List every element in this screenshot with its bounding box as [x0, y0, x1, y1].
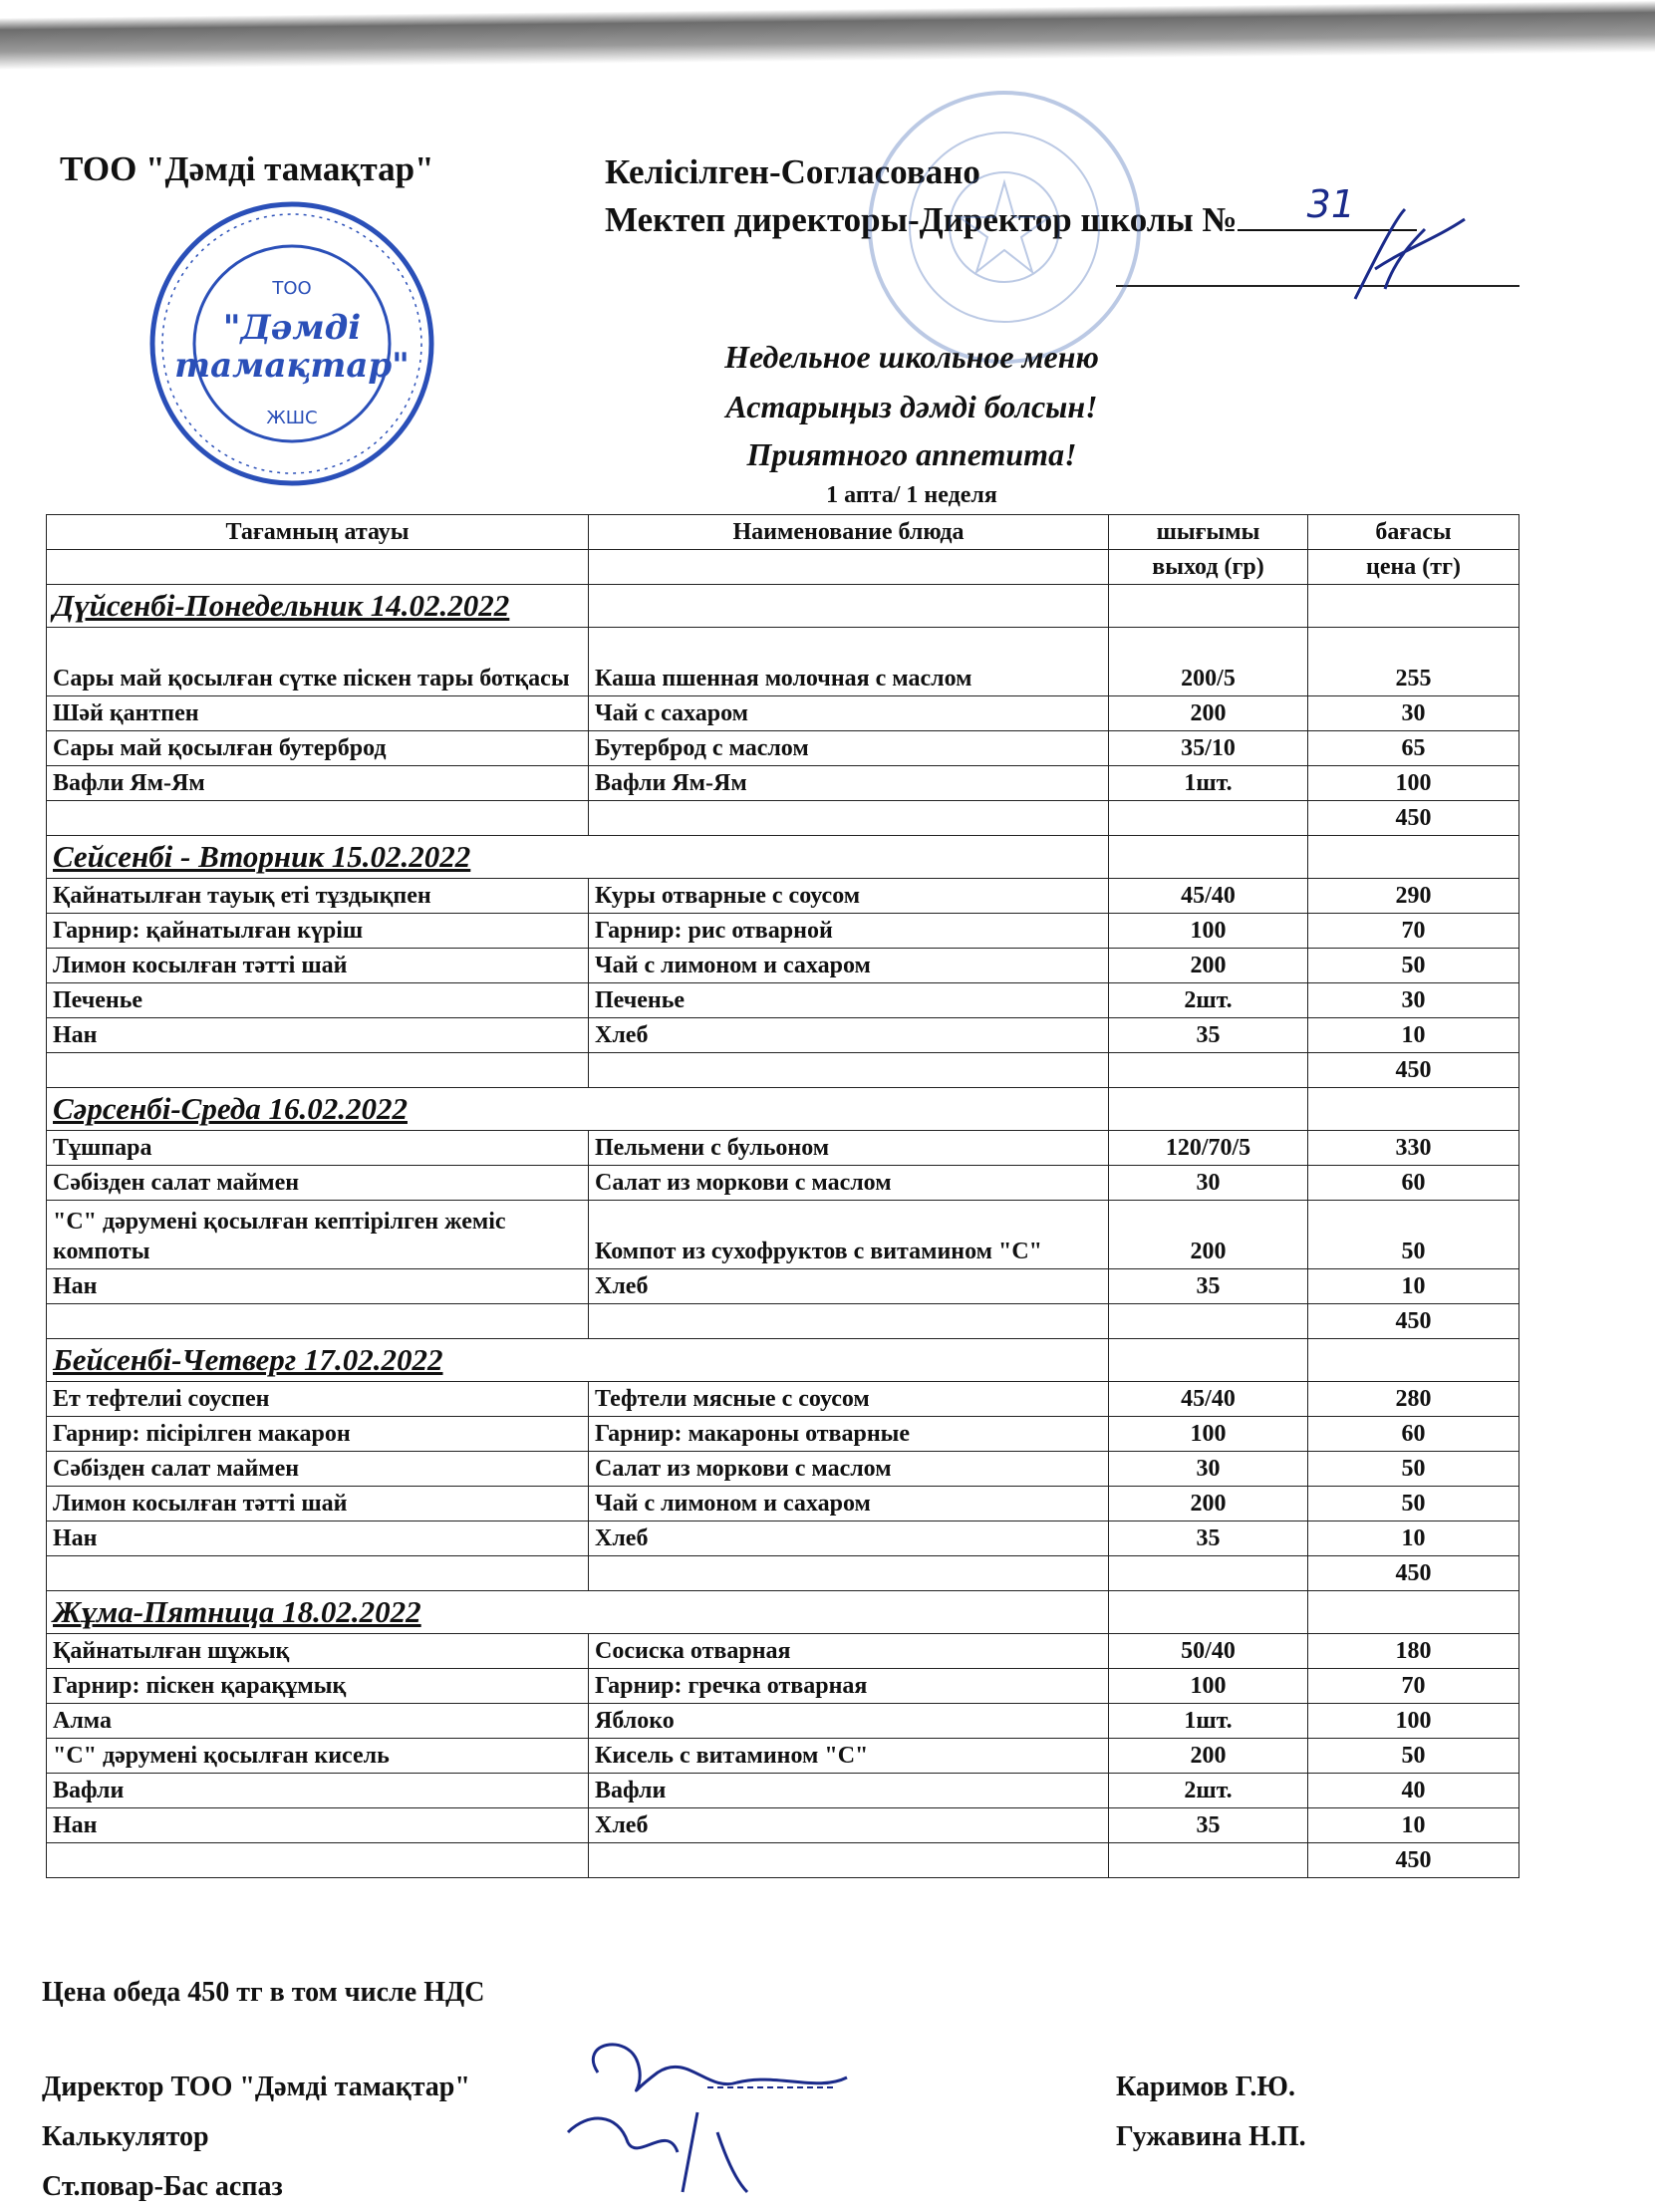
dish-name-kz: Сәбізден салат маймен: [47, 1452, 589, 1487]
dish-output: 120/70/5: [1109, 1131, 1308, 1166]
total-empty: [1109, 1556, 1308, 1591]
total-empty: [47, 1053, 589, 1088]
dish-output: 1шт.: [1109, 766, 1308, 801]
stamp-line-1: ТОО: [272, 278, 312, 299]
dish-output: 45/40: [1109, 1382, 1308, 1417]
subheader-ru-name: [589, 550, 1109, 585]
stamp-line-2: "Дәмді: [222, 308, 362, 348]
day-name: Сәрсенбі-Среда 16.02.2022: [47, 1088, 1109, 1131]
dish-name-kz: Қайнатылған тауық еті тұздықпен: [47, 879, 589, 914]
day-spacer: [1109, 1591, 1308, 1634]
dish-price: 100: [1308, 766, 1519, 801]
dish-name-kz: Вафли Ям-Ям: [47, 766, 589, 801]
table-row: [47, 1452, 1519, 1487]
table-row: [47, 1634, 1519, 1669]
day-total-row: [47, 1843, 1519, 1878]
dish-name-ru: Хлеб: [589, 1018, 1109, 1053]
dish-name-ru: Гарнир: гречка отварная: [589, 1669, 1109, 1704]
dish-price: 10: [1308, 1018, 1519, 1053]
dish-name-kz: Нан: [47, 1269, 589, 1304]
dish-price: 70: [1308, 914, 1519, 949]
day-header-row: [47, 1591, 1519, 1634]
day-spacer: [1308, 585, 1519, 628]
table-row: [47, 731, 1519, 766]
dish-output: 30: [1109, 1452, 1308, 1487]
total-empty: [589, 1556, 1109, 1591]
dish-name-ru: Бутерброд с маслом: [589, 731, 1109, 766]
table-row: [47, 766, 1519, 801]
dish-name-ru: Кисель с витамином "С": [589, 1739, 1109, 1774]
director-signature: [1315, 199, 1475, 319]
dish-price: 255: [1308, 628, 1519, 696]
dish-name-ru: Куры отварные с соусом: [589, 879, 1109, 914]
dish-output: 100: [1109, 1417, 1308, 1452]
dish-output: 35: [1109, 1018, 1308, 1053]
total-empty: [589, 1304, 1109, 1339]
dish-output: 100: [1109, 1669, 1308, 1704]
role-chef: Ст.повар-Бас аспаз: [42, 2171, 283, 2202]
day-header-row: [47, 1339, 1519, 1382]
dish-price: 10: [1308, 1269, 1519, 1304]
dish-price: 10: [1308, 1808, 1519, 1843]
dish-price: 50: [1308, 1487, 1519, 1521]
table-row: [47, 914, 1519, 949]
total-empty: [47, 1556, 589, 1591]
dish-name-ru: Гарнир: рис отварной: [589, 914, 1109, 949]
director-label: Мектеп директоры-Директор школы №: [605, 200, 1238, 239]
menu-title-kz: Астарыңыз дәмді болсын!: [725, 389, 1098, 424]
subheader-kz-name: [47, 550, 589, 585]
dish-name-kz: Сәбізден салат маймен: [47, 1166, 589, 1201]
table-row: [47, 1166, 1519, 1201]
dish-name-kz: Тұшпара: [47, 1131, 589, 1166]
day-spacer: [1308, 1591, 1519, 1634]
dish-name-kz: Гарнир: пісірілген макарон: [47, 1417, 589, 1452]
dish-name-kz: Сары май қосылған бутерброд: [47, 731, 589, 766]
dish-price: 10: [1308, 1521, 1519, 1556]
dish-price: 50: [1308, 1452, 1519, 1487]
dish-price: 30: [1308, 696, 1519, 731]
dish-output: 200: [1109, 1201, 1308, 1269]
total-empty: [1109, 1843, 1308, 1878]
dish-name-kz: Вафли: [47, 1774, 589, 1808]
table-row: [47, 696, 1519, 731]
approval-title: Келісілген-Согласовано: [605, 152, 980, 191]
dish-name-ru: Вафли: [589, 1774, 1109, 1808]
table-row: [47, 983, 1519, 1018]
stamp-line-3: тамақтар": [174, 346, 410, 386]
day-total: 450: [1308, 1304, 1519, 1339]
dish-price: 290: [1308, 879, 1519, 914]
total-empty: [47, 801, 589, 836]
dish-name-ru: Сосиска отварная: [589, 1634, 1109, 1669]
dish-price: 280: [1308, 1382, 1519, 1417]
dish-name-kz: Лимон косылған тәтті шай: [47, 949, 589, 983]
dish-name-kz: Ет тефтелиі соуспен: [47, 1382, 589, 1417]
total-empty: [589, 1053, 1109, 1088]
dish-name-ru: Компот из сухофруктов с витамином "С": [589, 1201, 1109, 1269]
day-total-row: [47, 1556, 1519, 1591]
dish-output: 35/10: [1109, 731, 1308, 766]
dish-output: 30: [1109, 1166, 1308, 1201]
dish-output: 200/5: [1109, 628, 1308, 696]
dish-name-ru: Пельмени с бульоном: [589, 1131, 1109, 1166]
table-subheader-row: [47, 550, 1519, 585]
day-name: Жұма-Пятница 18.02.2022: [47, 1591, 1109, 1634]
dish-price: 50: [1308, 949, 1519, 983]
day-total-row: [47, 1304, 1519, 1339]
dish-output: 45/40: [1109, 879, 1308, 914]
day-spacer: [1308, 1088, 1519, 1131]
total-empty: [589, 1843, 1109, 1878]
menu-table: [46, 514, 1519, 1878]
menu-title-ru: Недельное школьное меню: [724, 339, 1099, 375]
dish-name-kz: Гарнир: қайнатылған күріш: [47, 914, 589, 949]
dish-price: 40: [1308, 1774, 1519, 1808]
total-empty: [1109, 1053, 1308, 1088]
dish-name-kz: Гарнир: піскен қарақұмық: [47, 1669, 589, 1704]
dish-output: 200: [1109, 949, 1308, 983]
total-empty: [589, 801, 1109, 836]
dish-price: 60: [1308, 1166, 1519, 1201]
dish-name-ru: Печенье: [589, 983, 1109, 1018]
table-row: [47, 1739, 1519, 1774]
dish-output: 35: [1109, 1521, 1308, 1556]
menu-title-appetite: Приятного аппетита!: [746, 436, 1077, 472]
dish-name-ru: Каша пшенная молочная с маслом: [589, 628, 1109, 696]
dish-name-ru: Вафли Ям-Ям: [589, 766, 1109, 801]
dish-output: 35: [1109, 1269, 1308, 1304]
dish-name-kz: "С" дәрумені қосылған кисель: [47, 1739, 589, 1774]
day-spacer: [1109, 1339, 1308, 1382]
table-row: [47, 1808, 1519, 1843]
day-spacer: [1109, 836, 1308, 879]
table-row: [47, 1487, 1519, 1521]
dish-name-ru: Салат из моркови с маслом: [589, 1452, 1109, 1487]
dish-price: 180: [1308, 1634, 1519, 1669]
dish-output: 200: [1109, 1487, 1308, 1521]
school-stamp: [835, 78, 1174, 377]
day-spacer: [589, 585, 1109, 628]
role-director: Директор ТОО "Дәмді тамақтар": [42, 2072, 470, 2102]
total-empty: [47, 1304, 589, 1339]
day-header-row: [47, 836, 1519, 879]
table-row: [47, 1417, 1519, 1452]
day-spacer: [1109, 585, 1308, 628]
dish-output: 200: [1109, 1739, 1308, 1774]
day-total: 450: [1308, 1053, 1519, 1088]
dish-name-ru: Чай с сахаром: [589, 696, 1109, 731]
scan-edge-shadow: [0, 0, 1655, 70]
table-row: [47, 1131, 1519, 1166]
price-note: Цена обеда 450 тг в том числе НДС: [42, 1977, 485, 2008]
day-spacer: [1109, 1088, 1308, 1131]
dish-output: 2шт.: [1109, 983, 1308, 1018]
subheader-price: цена (тг): [1308, 550, 1519, 585]
dish-name-ru: Хлеб: [589, 1521, 1109, 1556]
dish-name-ru: Яблоко: [589, 1704, 1109, 1739]
day-spacer: [1308, 1339, 1519, 1382]
dish-name-kz: Қайнатылған шұжық: [47, 1634, 589, 1669]
day-header-row: [47, 1088, 1519, 1131]
dish-output: 1шт.: [1109, 1704, 1308, 1739]
role-calculator: Калькулятор: [42, 2121, 209, 2152]
dish-name-ru: Чай с лимоном и сахаром: [589, 949, 1109, 983]
signatory-names: [1116, 2063, 1306, 2162]
name-director: Каримов Г.Ю.: [1116, 2072, 1295, 2102]
dish-name-kz: Алма: [47, 1704, 589, 1739]
day-total: 450: [1308, 1843, 1519, 1878]
dish-name-kz: Шәй қантпен: [47, 696, 589, 731]
dish-name-ru: Хлеб: [589, 1808, 1109, 1843]
dish-price: 30: [1308, 983, 1519, 1018]
day-spacer: [1308, 836, 1519, 879]
dish-output: 2шт.: [1109, 1774, 1308, 1808]
signatures: [558, 2033, 857, 2195]
day-total-row: [47, 801, 1519, 836]
day-total: 450: [1308, 1556, 1519, 1591]
dish-name-ru: Салат из моркови с маслом: [589, 1166, 1109, 1201]
dish-output: 100: [1109, 914, 1308, 949]
table-header-row: [47, 515, 1519, 550]
stamp-line-4: ЖШС: [266, 408, 318, 428]
day-name: Бейсенбі-Четверг 17.02.2022: [47, 1339, 1109, 1382]
dish-price: 50: [1308, 1739, 1519, 1774]
dish-name-ru: Тефтели мясные с соусом: [589, 1382, 1109, 1417]
dish-name-kz: Нан: [47, 1808, 589, 1843]
dish-price: 330: [1308, 1131, 1519, 1166]
day-name: Дүйсенбі-Понедельник 14.02.2022: [47, 585, 589, 628]
signatory-roles: [42, 2063, 470, 2212]
day-total-row: [47, 1053, 1519, 1088]
dish-output: 200: [1109, 696, 1308, 731]
dish-output: 35: [1109, 1808, 1308, 1843]
table-row: [47, 628, 1519, 696]
day-name: Сейсенбі - Вторник 15.02.2022: [47, 836, 1109, 879]
table-row: [47, 1201, 1519, 1269]
school-number: 31: [1306, 182, 1356, 226]
total-empty: [1109, 1304, 1308, 1339]
dish-name-ru: Гарнир: макароны отварные: [589, 1417, 1109, 1452]
table-row: [47, 1018, 1519, 1053]
day-header-row: [47, 585, 1519, 628]
table-row: [47, 879, 1519, 914]
header-price: бағасы: [1308, 515, 1519, 550]
name-calculator: Гужавина Н.П.: [1116, 2121, 1306, 2152]
dish-name-kz: Лимон косылған тәтті шай: [47, 1487, 589, 1521]
dish-price: 70: [1308, 1669, 1519, 1704]
dish-name-kz: "С" дәрумені қосылған кептірілген жеміс компоты: [47, 1201, 589, 1269]
header-kz-name: Тағамның атауы: [47, 515, 589, 550]
dish-name-kz: Нан: [47, 1018, 589, 1053]
table-row: [47, 1521, 1519, 1556]
table-row: [47, 1269, 1519, 1304]
header-ru-name: Наименование блюда: [589, 515, 1109, 550]
dish-name-kz: Нан: [47, 1521, 589, 1556]
table-row: [47, 1774, 1519, 1808]
table-row: [47, 1382, 1519, 1417]
dish-price: 100: [1308, 1704, 1519, 1739]
dish-name-kz: Сары май қосылған сүтке піскен тары ботқасы: [47, 628, 589, 696]
day-total: 450: [1308, 801, 1519, 836]
dish-name-ru: Чай с лимоном и сахаром: [589, 1487, 1109, 1521]
dish-name-kz: Печенье: [47, 983, 589, 1018]
header-output: шығымы: [1109, 515, 1308, 550]
table-row: [47, 1669, 1519, 1704]
dish-output: 50/40: [1109, 1634, 1308, 1669]
total-empty: [47, 1843, 589, 1878]
subheader-output: выход (гр): [1109, 550, 1308, 585]
week-label: 1 апта/ 1 неделя: [826, 482, 997, 508]
dish-price: 50: [1308, 1201, 1519, 1269]
table-row: [47, 1704, 1519, 1739]
table-row: [47, 949, 1519, 983]
dish-price: 60: [1308, 1417, 1519, 1452]
dish-name-ru: Хлеб: [589, 1269, 1109, 1304]
total-empty: [1109, 801, 1308, 836]
dish-price: 65: [1308, 731, 1519, 766]
company-name: ТОО "Дәмді тамақтар": [60, 149, 434, 188]
